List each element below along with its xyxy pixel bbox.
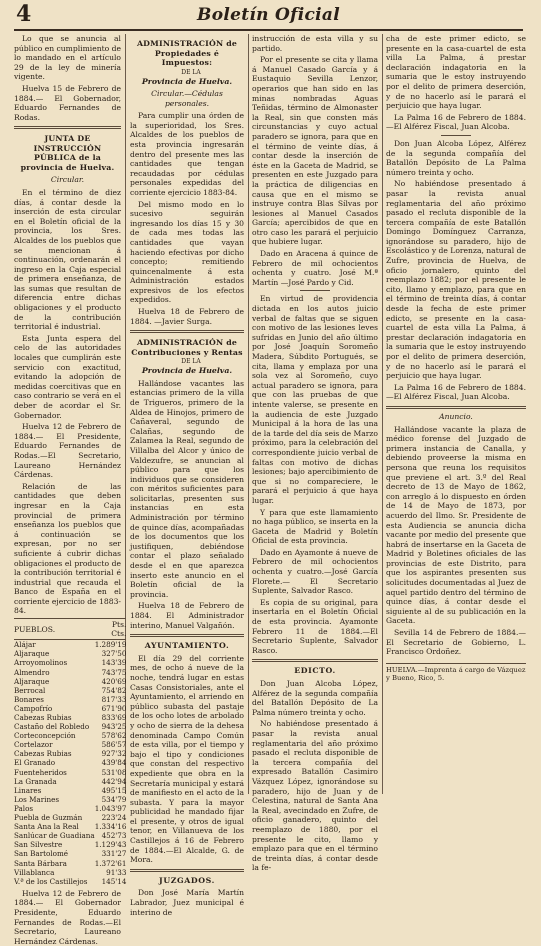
paragraph: Lo que se anuncia al público en cumplimiento de lo mandado en el artículo 29 de la ley de minería vigente. — [14, 34, 121, 82]
amount: 145'14 — [101, 876, 127, 886]
column-divider — [248, 34, 249, 794]
section-heading-province: Provincia de Huelva. — [141, 366, 233, 376]
town-name: Sanlúcar de Guadiana — [14, 831, 95, 841]
town-name: Cortelazor — [14, 740, 53, 750]
amount: 420'69 — [101, 676, 127, 686]
town-name: Corteconcepción — [14, 731, 76, 741]
town-name: Fuenteheridos — [14, 767, 67, 777]
town-name: Cabezas Rubias — [14, 749, 72, 759]
column-4 — [386, 34, 526, 796]
amount: 1.289'19 — [94, 640, 127, 650]
paragraph: Es copia de su original, para insertarla en el Boletín Oficial de esta provincia. Ayamonte Febrero 11 de 1884.—El Secretario Suplente, Salvador Rasco. — [252, 597, 378, 655]
amount: 586'57 — [101, 740, 127, 750]
town-name: Bonares — [14, 694, 44, 704]
town-name: Arroyomolinos — [14, 658, 68, 668]
amount: 439'84 — [101, 758, 127, 768]
amount: 743'75 — [101, 667, 127, 677]
separator — [441, 135, 471, 136]
date-line: La Palma 16 de Febrero de 1884. —El Alférez Fiscal, Juan Alcoba. — [386, 112, 526, 132]
column-header: Pts. Cts. — [95, 619, 127, 640]
paragraph: Para cumplir una órden de la superioridad, los Sres. Alcaldes de los pueblos de esta provincia ingresarán dentro del presente mes las cantidades que tengan recaudadas por cédulas personales expedidas del corriente ejercicio 1883-84. — [130, 111, 244, 197]
table-row — [14, 658, 126, 667]
table-row — [14, 822, 126, 831]
amount: 531'08 — [101, 767, 127, 777]
amount: 578'62 — [101, 731, 127, 741]
town-name: Palos — [14, 803, 34, 813]
table-row — [14, 677, 126, 686]
separator — [300, 290, 330, 291]
section-heading-province: Provincia de Huelva. — [141, 76, 233, 86]
date-line: Huelva 18 de Febrero de 1884. —Javier Surga. — [130, 307, 244, 326]
section-heading-sub: DE LA — [181, 68, 201, 76]
page-number: 4 — [16, 1, 32, 27]
table-row — [14, 758, 126, 767]
amount: 671'90 — [101, 703, 127, 713]
amount: 91'33 — [106, 867, 127, 877]
amount: 833'69 — [101, 713, 127, 722]
town-name: Berrocal — [14, 685, 46, 695]
date-line: Huelva 12 de Febrero de 1884.— El Presidente, Eduardo Fernandes de Rodas.—El Secretario, Laureano Hernández Cárdenas. — [14, 422, 121, 480]
printer-imprint: HUELVA.—Imprenta á cargo de Vázquez y Bueno, Rico, 5. — [386, 663, 526, 683]
separator — [14, 126, 121, 129]
amount: 1.372'61 — [94, 858, 127, 868]
table-row — [14, 777, 126, 786]
amount: 817'33 — [101, 694, 127, 704]
table-row — [14, 859, 126, 868]
table-row — [14, 722, 126, 731]
table-row — [14, 768, 126, 777]
amount: 534'79 — [101, 794, 127, 804]
separator — [130, 634, 244, 637]
paragraph: Esta Junta espera del celo de las autoridades locales que cumplirán este servicio con exactitud, evitando la adopción de medidas coercitivas que en caso contrario se verá en el deber de acordar el Sr. Gobernador. — [14, 333, 121, 420]
paragraph: No habiéndose presentado á pasar la revista anual reglamentaria del año próximo pasado el recluta disponible de la tercera compañía del expresado Batallón Casimiro Vázquez López, ignorándose su paradero, hijo de Juan y de Celestina, natural de Santa Ana la Real, avecindado en Zufre, de oficio ganadero, quinto del reemplazo de 1880, por el presente le cito, llamo y emplazo para que en el término de treinta días, á contar desde la fe- — [252, 719, 378, 873]
town-name: Puebla de Guzmán — [14, 813, 83, 823]
town-name: La Granada — [14, 776, 57, 786]
town-name: V.ª de los Castillejos — [14, 876, 88, 886]
paragraph: Dado en Ayamonte á nueve de Febrero de mil ochocientos ochenta y cuatro.—José García Florete.— El Secretario Suplente, Salvador Rasco. — [252, 547, 378, 596]
date-line: La Palma 16 de Febrero de 1884. —El Alférez Fiscal, Juan Alcoba. — [386, 382, 526, 402]
town-name: San Bartolomé — [14, 849, 69, 859]
column-divider — [382, 34, 383, 794]
amount: 143'39 — [101, 658, 127, 668]
table-row — [14, 668, 126, 677]
table-row — [14, 786, 126, 795]
amount: 327'50 — [101, 649, 127, 659]
paragraph: Hallándose vacantes las estancias primero de la villa de Trigueros, primero de la Aldea de Hinojos, primero de Cañaveral, segundo de Calañas, segundo de Zalamea la Real, segundo de Villalba del Alcor y único de Valdezufre, se anuncian al público para que los individuos que se consideren con méritos suficientes para solicitarlas, presenten sus instancias en esta Administración por término de quince días, acompañadas de los documentos que los justifiquen, debiéndose contar el plazo señalado desde el en que aparezca inserto este anuncio en el Boletín oficial de la provincia. — [130, 378, 244, 599]
paragraph: instrucción de esta villa y su partido. — [252, 34, 378, 53]
paragraph: Por el presente se cita y llama á Manuel Casado García y á Eustaquio Sevilla Lenzor, operarios que han sido en las minas nombradas Aguas Teñidas, término de Almonaster la Real, sin que consten más circunstancias y cuyo actual paradero se ignora, para que en el término de veinte días, á contar desde la inserción de éste en la Gaceta de Madrid, se presenten en este Juzgado para la práctica de diligencias en causa que en el mismo se instruye contra Blas Sílvas por lesiones al Manuel Casados García; apercibidos de que en otro caso les parará el perjuicio que hubiere lugar. — [252, 55, 378, 247]
paragraph: cha de este primer edicto, se presente en la casa-cuartel de esta villa La Palma, á prestar declaración indagatoria en la sumaria que le estoy instruyendo por el delito de primera deserción, y de no hacerlo así le parará el perjuicio que haya lugar. — [386, 34, 526, 111]
payments-table — [14, 618, 126, 886]
separator — [252, 659, 378, 662]
section-subheading: Anuncio. — [439, 411, 473, 421]
table-row — [14, 849, 126, 858]
amount: 452'73 — [101, 831, 127, 841]
table-row — [14, 649, 126, 658]
paragraph: No habiéndose presentado á pasar la revista anual reglamentaria del año próximo pasado el recluta disponible de la tercera compañía de este Batallón Domingo Domínguez Carranza, ignorándose su paradero, hijo de Escolástico y de Lorenza, natural de Zufre, provincia de Huelva, de oficio jornalero, quinto del reemplazo 1882; por el presente le cito, llamo y emplazo, para que en el término de treinta días, á contar desde la fecha de este primer edicto, se presente en la casa-cuartel de esta villa La Palma, á prestar declaración indagatoria en la sumaria que le estoy instruyendo por el delito de primera deserción, y de no hacerlo así le parará el perjuicio que haya lugar. — [386, 179, 527, 381]
separator — [386, 406, 526, 409]
paragraph: Don Juan Alcoba López, Alférez de la segunda compañía del Batallón Depósito de La Palma número treinta y ocho. — [386, 138, 526, 177]
town-name: Santa Ana la Real — [14, 822, 79, 832]
amount: 1.129'43 — [94, 840, 127, 850]
table-row — [14, 877, 126, 886]
section-heading: ADMINISTRACIÓN de Contribuciones y Rentas — [131, 338, 243, 357]
column-2 — [130, 34, 244, 917]
section-heading-sub: DE LA — [181, 358, 201, 366]
page-header — [14, 3, 523, 31]
date-line: Huelva 18 de Febrero de 1884. El Administrador interino, Manuel Valgañón. — [130, 601, 244, 630]
section-heading: ADMINISTRACIÓN de Propiedades é Impuestos: — [136, 39, 238, 67]
table-row — [14, 640, 126, 650]
date-line: Sevilla 14 de Febrero de 1884.— El Secretario de Gobierno, L. Francisco Ordoñez. — [386, 628, 526, 657]
paragraph: El día 29 del corriente mes, de ocho á nueve de la noche, tendrá lugar en estas Casas Consistoriales, ante el Ayuntamiento, el arriendo en público subasta del pastaje de los ocho lotes de arbolado y ocho de sierra de la dehesa denominada Campo Común de esta villa, por el tiempo y bajo el tipo y condiciones que constan del respectivo expediente que obra en la Secretaría municipal y estará de manifiesto en el acto de la subasta. Y para la mayor publicidad he mandado fijar el presente, y otros de igual tenor, en Villanueva de los Castillejos á 16 de Febrero de 1884.—El Alcalde, G. de Mora. — [130, 653, 244, 865]
town-name: Villablanca — [14, 867, 55, 877]
paragraph: Del mismo modo en lo sucesivo seguirán ingresando los días 15 y 30 de cada mes todas las cantidades que vayan haciendo efectivas por dicho concepto; remitiendo quincenalmente á esta Administración estados expresivos de los efectos expedidos. — [130, 199, 244, 305]
table-row — [14, 740, 126, 749]
table-row — [14, 749, 126, 758]
table-row — [14, 795, 126, 804]
table-row — [14, 868, 126, 877]
date-line: Huelva 15 de Febrero de 1884.— El Gobernador, Eduardo Fernandes de Rodas. — [14, 83, 121, 122]
table-row — [14, 695, 126, 704]
town-name: Aljaraque — [14, 649, 50, 659]
amount: 943'25 — [101, 722, 127, 732]
table-row — [14, 686, 126, 695]
town-name: Aljaraque — [14, 676, 50, 686]
column-1 — [14, 34, 127, 946]
page-title: Boletín Oficial — [197, 5, 340, 25]
section-subheading: Circular.—Cédulas personales. — [151, 89, 223, 108]
town-name: Los Marines — [14, 794, 60, 804]
table-row — [14, 704, 126, 713]
table-row — [14, 713, 126, 722]
section-heading: AYUNTAMIENTO. — [144, 641, 230, 651]
separator — [130, 330, 244, 333]
paragraph: Y para que este llamamiento no haga público, se inserta en la Gaceta de Madrid y Boletín Oficial de esta provincia. — [252, 507, 378, 546]
amount: 927'32 — [101, 749, 127, 759]
town-name: El Granado — [14, 758, 56, 768]
amount: 442'94 — [101, 776, 127, 786]
table-row — [14, 840, 126, 849]
section-heading: JUZGADOS. — [159, 875, 215, 885]
paragraph: Hallándose vacante la plaza de médico forense del Juzgado de primera instancia de Canalla, y debiendo proveerse la misma en persona que reuna los requisitos que previene el art. 3.º del Real decreto de 13 de Mayo de 1862, con arreglo á lo dispuesto en órden de 14 de Mayo de 1873, por acuerdo del Ilmo. Sr. Presidente de esta Audiencia se anuncia dicha vacante por medio del presente que habrá de insertarse en la Gaceta de Madrid y Boletines oficiales de las provincias de este Distrito, para que los aspirantes presenten sus solicitudes documentadas al Juez de aquel partido dentro del término de quince días, á contar desde el siguiente al de su publicación en la Gaceta. — [386, 424, 526, 626]
table-row — [14, 831, 126, 840]
paragraph: Don José María Martín Labrador, Juez municipal é interino de — [130, 888, 244, 917]
paragraph: En virtud de providencia dictada en los autos juicio verbal de faltas que se siguen con motivo de las lesiones leves sufridas en Junio del año último por José Joaquín Soromeño Madera, Súbdito Portugués, se cita, llama y emplaza por una sola vez al Soromeño, cuyo actual paradero se ignora, para que con las pruebas de que intente valerse, se presente en la audiencia de este Juzgado Municipal á la hora de las una de la tarde del día seis de Marzo próximo, para la celebración del correspondiente juicio verbal de faltas con motivo de dichas lesiones; bajo apercibimiento de que si no compareciere, le parará el perjuicio á que haya lugar. — [252, 294, 378, 505]
table-row — [14, 804, 126, 813]
separator — [130, 869, 244, 872]
town-name: Castaño del Robledo — [14, 722, 90, 732]
paragraph: Dado en Aracena á quince de Febrero de mil ochocientos ochenta y cuatro. José M.ª Martín —José Pardo y Cid. — [252, 249, 378, 287]
table-row — [14, 731, 126, 740]
column-3 — [252, 34, 378, 873]
paragraph: Don Juan Alcoba López, Alférez de la segunda compañía del Batallón Depósito de La Palma número treinta y ocho. — [252, 679, 378, 717]
section-subheading: Circular. — [50, 175, 85, 185]
town-name: Almendro — [14, 667, 50, 677]
table-row — [14, 813, 126, 822]
amount: 754'82 — [101, 685, 127, 695]
paragraph: En el término de diez días, á contar desde la inserción de esta circular en el Boletín oficial de la provincia, los Sres. Alcaldes de los pueblos que se mencionan á continuación, ordenarán el ingreso en la Caja especial de primera enseñanza, de las sumas que resultan de diferencia entre dichas obligaciones y el producto de la contribución territorial é industrial. — [14, 187, 121, 332]
paragraph: Relación de las cantidades que deben ingresar en la Caja provincial de primera enseñanza los pueblos que á continuación se expresan, por no ser suficiente á cubrir dichas obligaciones el producto de la contribución territorial é industrial que recauda el Banco de España en el corriente ejercicio de 1883-84. — [14, 481, 121, 616]
town-name: Santa Bárbara — [14, 858, 67, 868]
date-line: Huelva 12 de Febrero de 1884.— El Gobernador Presidente, Eduardo Fernandes de Rodas.—El Secretario, Laureano Hernández Cárdenas. — [14, 888, 121, 946]
column-header: PUEBLOS. — [14, 619, 95, 640]
section-heading: EDICTO. — [294, 666, 336, 676]
amount: 331'27 — [101, 849, 127, 859]
amount: 223'24 — [101, 813, 127, 823]
town-name: Alájar — [14, 640, 36, 650]
town-name: Linares — [14, 785, 42, 795]
amount: 495'15 — [101, 785, 127, 795]
amount: 1.043'97 — [94, 803, 127, 813]
town-name: San Silvestre — [14, 840, 63, 850]
town-name: Cabezas Rubias — [14, 713, 72, 722]
amount: 1.334'16 — [94, 822, 127, 832]
section-heading: JUNTA DE INSTRUCCIÓN PÚBLICA de la provincia de Huelva. — [20, 134, 115, 172]
town-name: Campofrío — [14, 703, 53, 713]
